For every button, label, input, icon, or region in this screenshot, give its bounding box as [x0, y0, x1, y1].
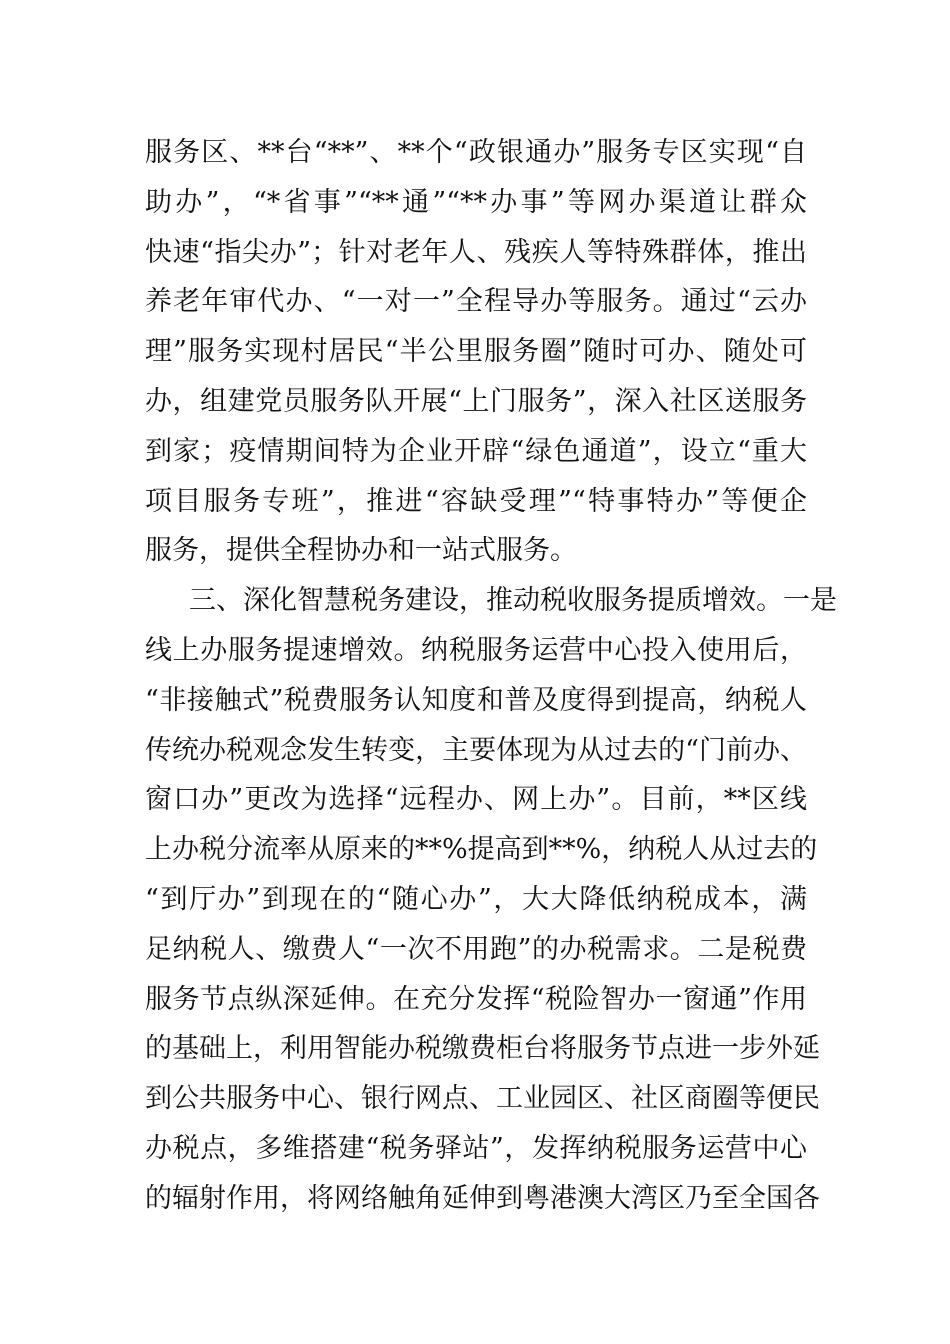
text-line: 服务，提供全程协办和一站式服务。: [145, 535, 577, 567]
text-line: “非接触式”税费服务认知度和普及度得到提高，纳税人: [145, 684, 807, 716]
text-line: 快速“指尖办”；针对老年人、残疾人等特殊群体，推出: [145, 236, 807, 268]
text-line: 上办税分流率从原来的**%提高到**%，纳税人从过去的: [145, 834, 818, 866]
text-line: 窗口办”更改为选择“远程办、网上办”。目前，**区线: [145, 784, 807, 816]
text-line: 办税点，多维搭建“税务驿站”，发挥纳税服务运营中心: [145, 1132, 807, 1164]
document-body: [145, 128, 837, 1224]
text-line: 办，组建党员服务队开展“上门服务”，深入社区送服务: [145, 385, 807, 417]
text-line: 项目服务专班”，推进“容缺受理”“特事特办”等便企: [145, 485, 807, 517]
text-line: 的辐射作用，将网络触角延伸到粤港澳大湾区乃至全国各: [145, 1182, 820, 1214]
text-line: 的基础上，利用智能办税缴费柜台将服务节点进一步外延: [145, 1033, 820, 1065]
text-line: 足纳税人、缴费人“一次不用跑”的办税需求。二是税费: [145, 933, 807, 965]
text-line: 传统办税观念发生转变，主要体现为从过去的“门前办、: [145, 734, 807, 766]
text-line: 养老年审代办、“一对一”全程导办等服务。通过“云办: [145, 286, 807, 318]
text-line: 服务节点纵深延伸。在充分发挥“税险智办一窗通”作用: [145, 983, 807, 1015]
text-line: 助办”，“*省事”“**通”“**办事”等网办渠道让群众: [145, 186, 807, 218]
text-line: 到公共服务中心、银行网点、工业园区、社区商圈等便民: [145, 1083, 820, 1115]
text-line: 理”服务实现村居民“半公里服务圈”随时可办、随处可: [145, 336, 807, 368]
text-line: 线上办服务提速增效。纳税服务运营中心投入使用后，: [145, 634, 807, 666]
text-line: 服务区、**台“**”、**个“政银通办”服务专区实现“自: [145, 137, 807, 168]
paragraph-start-line: 三、深化智慧税务建设，推动税收服务提质增效。一是: [189, 585, 837, 617]
text-line: 到家；疫情期间特为企业开辟“绿色通道”，设立“重大: [145, 435, 807, 467]
text-line: “到厅办”到现在的“随心办”，大大降低纳税成本，满: [145, 883, 807, 915]
